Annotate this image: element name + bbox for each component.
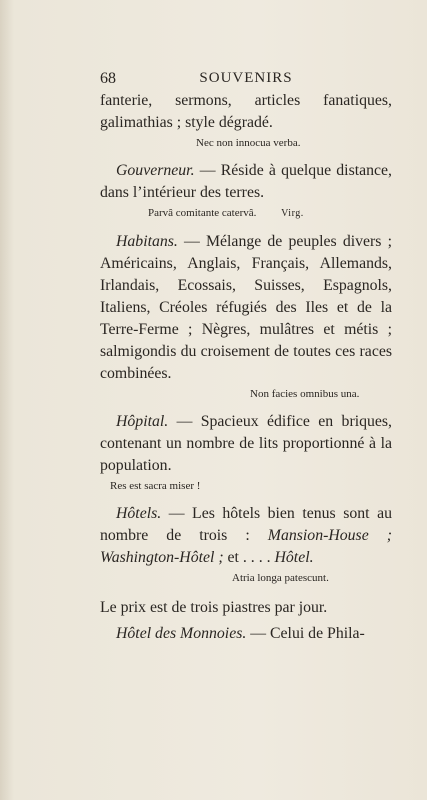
latin-quote-2 [100, 204, 392, 223]
entry-text: — Réside à quelque distance, dans l’intérieur des terres. [100, 162, 392, 201]
page-header [100, 70, 392, 90]
entry-term: Habitans. [116, 233, 178, 250]
entry-hopital [100, 411, 392, 477]
quote-author: Virg. [281, 208, 304, 219]
page-body [100, 90, 392, 645]
entry-gouverneur [100, 160, 392, 204]
entry-term: Hôpital. [116, 413, 169, 430]
entry-text: — Les hôtels bien tenus sont au nombre de trois : [100, 505, 392, 544]
entry-text-2: et . . . . [223, 549, 275, 566]
latin-quote-5: Atria longa patescunt. [232, 572, 329, 584]
entry-hotels [100, 503, 392, 569]
paragraph-continuation: fanterie, sermons, articles fanatiques, galimathias ; style dégradé. [100, 92, 392, 131]
latin-quote-1: Nec non innocua verba. [196, 137, 301, 149]
quote-text: Parvâ comitante catervâ. [148, 207, 257, 219]
entry-text: — Celui de Phila- [246, 625, 365, 642]
entry-habitans [100, 231, 392, 385]
paragraph-price: Le prix est de trois piastres par jour. [100, 599, 328, 616]
latin-quote-4: Res est sacra miser ! [110, 480, 201, 492]
running-title: SOUVENIRS [199, 70, 293, 86]
entry-text: — Mélange de peuples divers ; Américains, Anglais, Français, Allemands, Irlandais, Ecossais, Suisses, Espagnols, Italiens, Créoles réfugiés des Iles et de la Terre-Ferme ; Nègres, mulâtres et métis ; salmigondis du croisement de toutes ces races combinées. [100, 233, 392, 382]
entry-term: Gouverneur. [116, 162, 195, 179]
latin-quote-3: Non facies omnibus una. [250, 388, 360, 400]
entry-text: — Spacieux édifice en briques, contenant un nombre de lits proportionné à la population. [100, 413, 392, 474]
hotel-names: Mansion-House ; Washington-Hôtel ; [100, 527, 393, 566]
hotel-name-last: Hôtel. [274, 549, 314, 566]
page-number: 68 [100, 70, 116, 87]
entry-term: Hôtel des Monnoies. [116, 625, 247, 642]
entry-term: Hôtels. [116, 505, 162, 522]
entry-hotel-monnoies [100, 623, 392, 645]
